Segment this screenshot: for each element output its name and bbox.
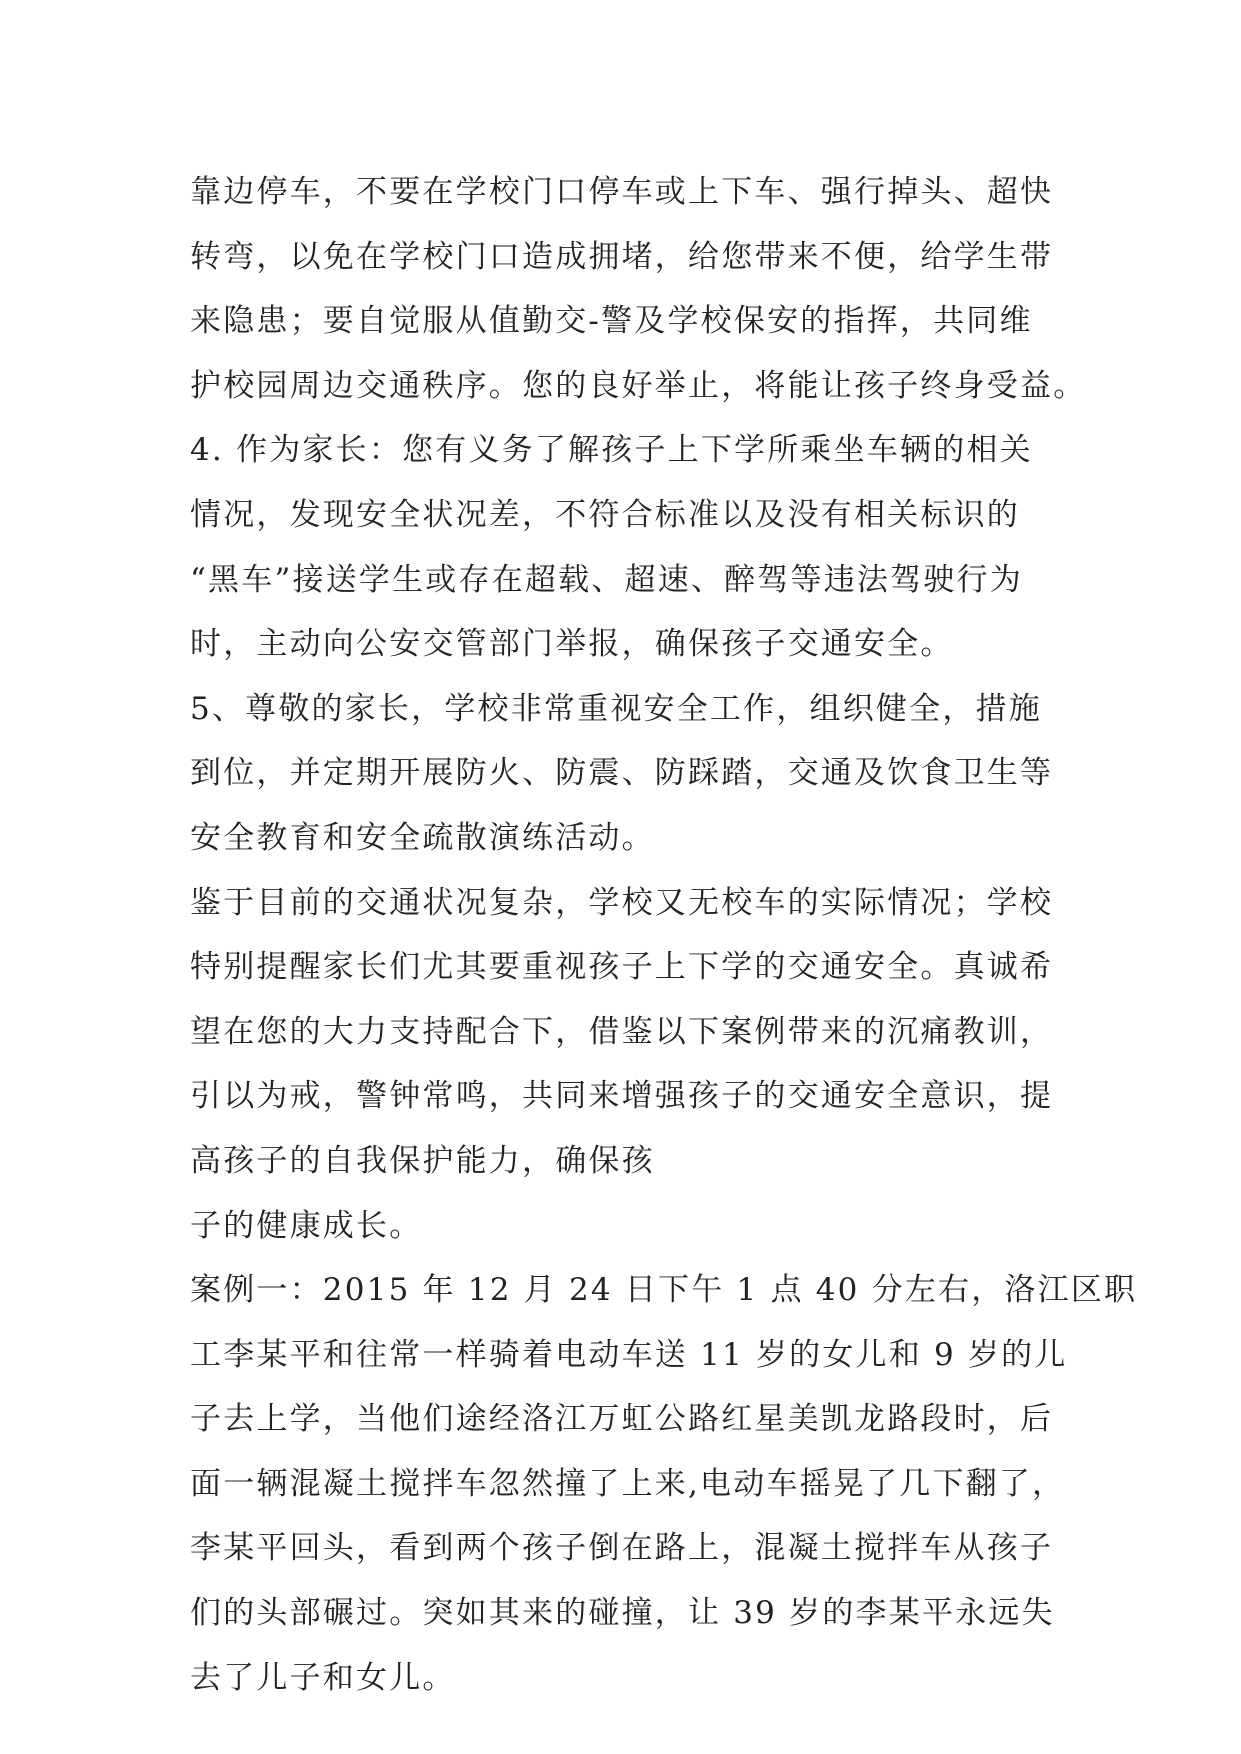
text-line: “黑车”接送学生或存在超载、超速、醉驾等违法驾驶行为	[190, 561, 1023, 598]
text-line: 鉴于目前的交通状况复杂，学校又无校车的实际情况；学校	[190, 884, 1054, 921]
text-line: 高孩子的自我保护能力，确保孩	[190, 1142, 655, 1179]
text-line: 安全教育和安全疏散演练活动。	[190, 819, 655, 856]
text-line: 工李某平和往常一样骑着电动车送 11 岁的女儿和 9 岁的儿	[190, 1336, 1068, 1373]
text-line: 靠边停车，不要在学校门口停车或上下车、强行掉头、超快	[190, 174, 1054, 210]
body-text	[190, 160, 1138, 1710]
text-line: 去了儿子和女儿。	[190, 1659, 456, 1696]
text-line: 时，主动向公安交管部门举报，确保孩子交通安全。	[190, 626, 954, 663]
text-line: 到位，并定期开展防火、防震、防踩踏，交通及饮食卫生等	[190, 755, 1054, 792]
text-line: 4. 作为家长：您有义务了解孩子上下学所乘坐车辆的相关	[190, 432, 1033, 469]
text-line: 5、尊敬的家长，学校非常重视安全工作，组织健全，措施	[190, 690, 1042, 727]
text-line: 情况，发现安全状况差，不符合标准以及没有相关标识的	[190, 496, 1020, 533]
text-line: 子的健康成长。	[190, 1207, 423, 1244]
text-line: 李某平回头，看到两个孩子倒在路上，混凝土搅拌车从孩子	[190, 1530, 1054, 1567]
text-line: 来隐患；要自觉服从值勤交-警及学校保安的指挥，共同维	[190, 303, 1033, 340]
text-line: 转弯，以免在学校门口造成拥堵，给您带来不便，给学生带	[190, 238, 1054, 275]
text-line: 特别提醒家长们尤其要重视孩子上下学的交通安全。真诚希	[190, 949, 1054, 986]
text-line: 案例一：2015 年 12 月 24 日下午 1 点 40 分左右，洛江区职	[190, 1272, 1138, 1309]
text-line: 面一辆混凝土搅拌车忽然撞了上来,电动车摇晃了几下翻了，	[190, 1465, 1066, 1502]
text-line: 望在您的大力支持配合下，借鉴以下案例带来的沉痛教训，	[190, 1013, 1054, 1050]
text-line: 们的头部碾过。突如其来的碰撞，让 39 岁的李某平永远失	[190, 1595, 1055, 1632]
text-line: 子去上学，当他们途经洛江万虹公路红星美凯龙路段时，后	[190, 1401, 1054, 1438]
text-line: 引以为戒，警钟常鸣，共同来增强孩子的交通安全意识，提	[190, 1078, 1054, 1115]
text-line: 护校园周边交通秩序。您的良好举止，将能让孩子终身受益。	[190, 367, 1087, 404]
